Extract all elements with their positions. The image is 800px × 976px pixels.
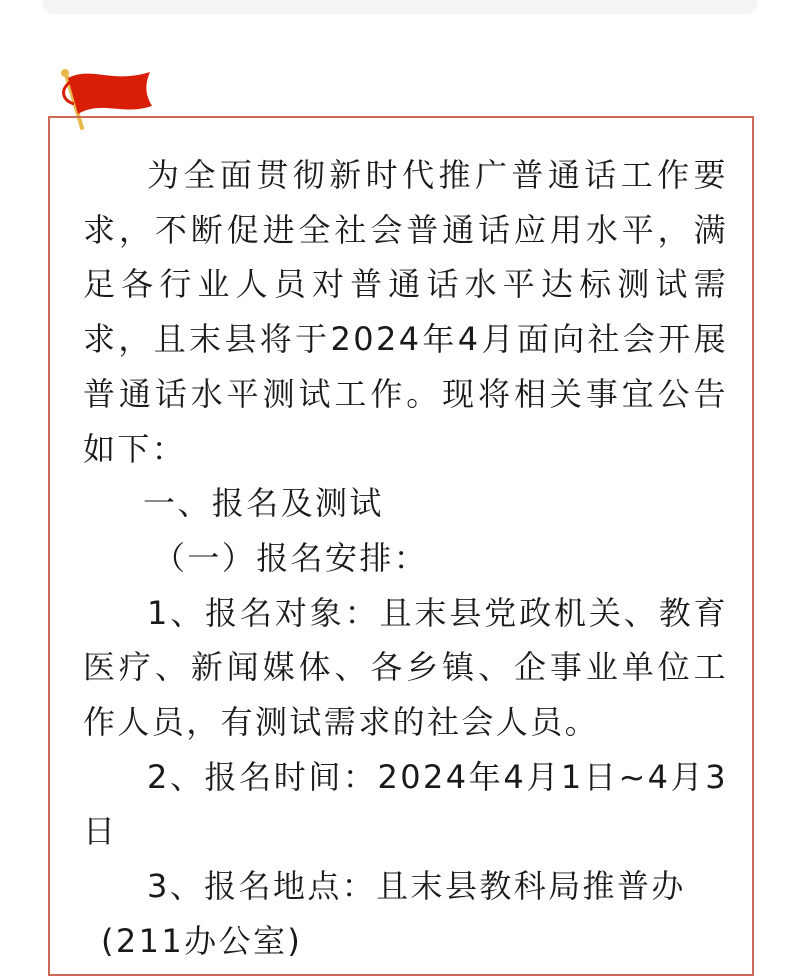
registration-location-item: 3、报名地点：且末县教科局推普办 [147, 867, 686, 906]
office-room-line: (211办公室) [101, 921, 303, 960]
intro-paragraph: 为全面贯彻新时代推广普通话工作要求，不断促进全社会普通话应用水平，满足各行业人员对普通话水平达标测试需求，且末县将于2024年4月面向社会开展普通话水平测试工作。现将相关事宜公告如下： [83, 156, 728, 468]
section-heading: 一、报名及测试 [143, 484, 384, 523]
registration-time-item: 2、报名时间：2024年4月1日~4月3日 [83, 757, 728, 851]
notice-body [83, 148, 728, 969]
subsection-heading: （一）报名安排： [153, 538, 429, 577]
previous-card [42, 0, 758, 14]
registration-target-item: 1、报名对象：且末县党政机关、教育医疗、新闻媒体、各乡镇、企事业单位工作人员，有测试需求的社会人员。 [83, 593, 728, 742]
